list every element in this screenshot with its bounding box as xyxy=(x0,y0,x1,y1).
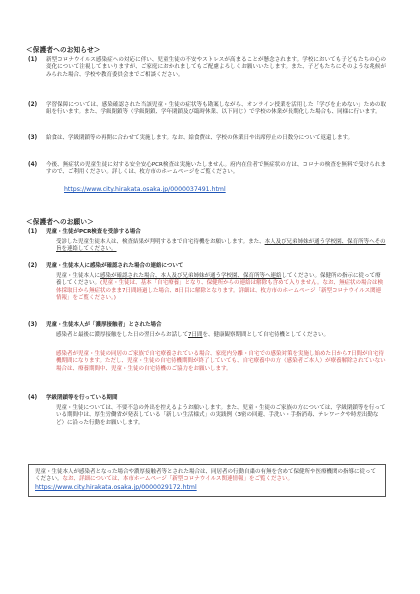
section2-item4-body: 児童・生徒については、不要不急の外出を控えるようお願いします。また、児童・生徒のご家族の方については、学級閉鎖等を行っている期間中は、厚生労働省が発表している「新しい生活様式」の実践例（3密の回避、手洗い・手指消毒、テレワークや時差出勤など）に沿った行動をお願いします。 xyxy=(56,405,386,426)
section2-item1-body xyxy=(56,239,386,254)
section2-item2-underlined: 感染が確認された場合、本人及び兄弟姉妹が通う学校園、保育所等へ連絡 xyxy=(100,273,282,279)
section2-item1-text: 受診した児童生徒本人は、検査結果が判明するまで自宅待機をお願いします。また、 xyxy=(56,239,265,245)
section2-item4-title: 学級閉鎖等を行っている期間 xyxy=(46,395,118,401)
section2-item2-title: 児童・生徒本人に感染が確認された場合の連絡について xyxy=(46,263,184,269)
section2-item3-title: 児童・生徒本人が「濃厚接触者」とされた場合 xyxy=(46,322,162,328)
section1-heading: ＜保護者へのお知らせ＞ xyxy=(26,46,101,54)
section1-item4-num: (4) xyxy=(28,162,38,168)
section2-item1-num: (1) xyxy=(28,229,38,235)
section2-item3-body xyxy=(56,332,386,339)
notice-box xyxy=(28,464,386,497)
section1-item1-num: (1) xyxy=(28,57,38,63)
section2-item4-num: (4) xyxy=(28,395,38,401)
section2-item3-text-a: 感染者と最後に濃厚接触をした日の翌日からお話して xyxy=(56,332,189,338)
section2-item3-text-b: を、健康観察期間として自宅待機としてください。 xyxy=(202,332,330,338)
section2-item1-title: 児童・生徒がPCR検査を受診する場合 xyxy=(46,229,141,235)
notice-box-text: 児童・生徒本人が感染者となった場合や濃厚接触者等とされた場合は、同居者の行動自粛の有無を含めて保健所や医療機関の指導に従ってください。 xyxy=(35,469,377,483)
hirakata-covid-info-link[interactable]: https://www.city.hirakata.osaka.jp/0000029172.html xyxy=(35,483,197,491)
section2-item2-body xyxy=(56,273,386,303)
section2-item3-underlined: 7日間 xyxy=(188,332,203,338)
section2-heading: ＜保護者へのお願い＞ xyxy=(26,218,94,226)
section2-item2-num: (2) xyxy=(28,263,38,269)
notice-box-red-text: なお、詳細については、本市ホームページ「新型コロナウイルス関連情報」をご覧ください。 xyxy=(62,476,293,483)
section2-item3-red-note: 感染者が児童・生徒の同居のご家族で自宅療養されている場合、家庭内分離・自宅での感染対策を実施し始めた日から7日間が自宅待機期間になります。ただし、児童・生徒の自宅待機期間が終了していても、自宅療養中の方（感染者ご本人）が療養解除されていない場合は、療養期間中、児童・生徒の自宅待機のご協力をお願いします。 xyxy=(56,351,386,372)
hirakata-pcr-link[interactable]: https://www.city.hirakata.osaka.jp/0000037491.html xyxy=(64,186,226,193)
section1-item1-text: 新型コロナウイルス感染症への対応に伴い、児童生徒の不安やストレスが高まることが懸念されます。学校においても子どもたちの心の変化について注視してまいりますが、ご家庭におかれましてもご配慮よろしくお願いいたします。また、子どもたちにそのような兆候がみられた場合、学校や教育委員会までご相談ください。 xyxy=(46,57,386,78)
section2-item3-num: (3) xyxy=(28,322,38,328)
section2-item2-text-b: してください。保健所の指示に従って療養してください。 xyxy=(56,273,381,287)
section1-item3-text: 給食は、学級閉鎖等の再開に合わせて実施します。なお、給食費は、学校の休業日や出席停止の日数分について返還します。 xyxy=(46,135,354,141)
section2-item2-red-note: (児童・生徒は、基本「自宅療養」となり、保健所からの連絡は解除も含めて入りません。なお、無症状の場合は検体採取日から無症状のまま7日間経過した場合、8日目に解除となります。詳細は、枚方市のホームページ「新型コロナウイルス関連情報」をご覧ください。) xyxy=(56,280,383,302)
section1-item2-text: 学習保障については、感染確認された当該児童・生徒の症状等も勘案しながら、オンライン授業を活用した「学びを止めない」ための取組を行います。また、学級閉鎖等（学級閉鎖、学年閉鎖及び臨時休業、以下同じ）で学校の休業が長期化した場合も、同様に行います。 xyxy=(46,102,386,116)
section1-item2-num: (2) xyxy=(28,102,38,108)
section1-item4-text: 今後、無症状の児童生徒に対する安全安心PCR検査は実施いたしません。府内在住者で無症状の方は、コロナの検査を無料で受けられますので、ご利用ください。詳しくは、枚方市のホームページをご覧ください。 xyxy=(46,162,386,176)
section2-item1-underlined: 本人及び兄弟姉妹が通う学校園、保育所等へその旨を連絡してください。 xyxy=(56,239,386,253)
section2-item2-text-a: 児童・生徒本人に xyxy=(56,273,101,279)
section1-item3-num: (3) xyxy=(28,135,38,141)
